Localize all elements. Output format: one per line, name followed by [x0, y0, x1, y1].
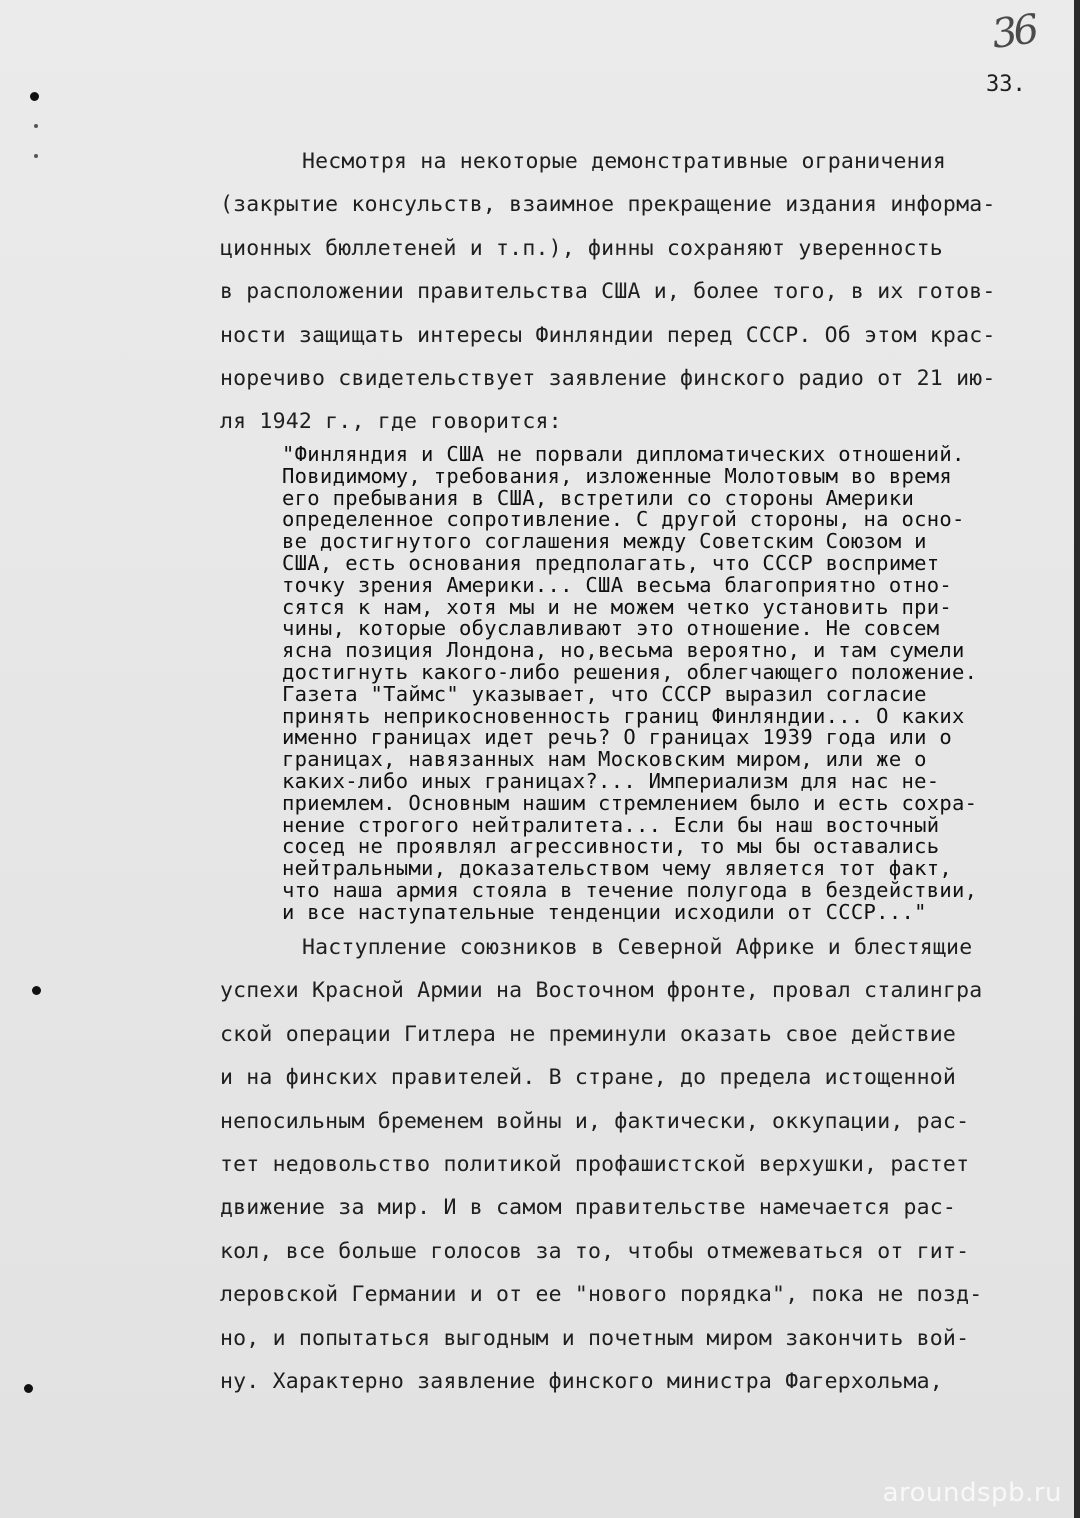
- quote-line: Газета "Таймс" указывает, что СССР выразил согласие: [282, 681, 927, 706]
- margin-mark: [34, 154, 38, 158]
- text-line: в расположении правительства США и, более того, в их готов-: [220, 279, 996, 305]
- quote-line: "Финляндия и США не порвали дипломатических отношений.: [282, 442, 965, 466]
- paragraph-2: [220, 926, 1050, 1403]
- binder-hole: [30, 92, 39, 101]
- quote-line: ве достигнутого соглашения между Советским Союзом и: [282, 529, 927, 554]
- quote-line: точку зрения Америки... США весьма благоприятно отно-: [282, 572, 953, 597]
- text-line: Несмотря на некоторые демонстративные ограничения: [302, 149, 947, 174]
- text-line: Наступление союзников в Северной Африке и блестящие: [302, 935, 973, 960]
- quote-line: нейтральными, доказательством чему является тот факт,: [282, 856, 953, 881]
- quote-line: нение строгого нейтралитета... Если бы наш восточный: [282, 812, 940, 837]
- text-line: непосильным бременем войны и, фактически, оккупации, рас-: [220, 1108, 970, 1134]
- binder-hole: [32, 986, 41, 995]
- scan-edge: [1074, 0, 1080, 1518]
- page-number: 33.: [986, 72, 1026, 97]
- text-line: движение за мир. И в самом правительстве намечается рас-: [220, 1195, 957, 1221]
- quote-line: именно границах идет речь? О границах 1939 года или о: [282, 725, 953, 750]
- quote-line: приемлем. Основным нашим стремлением было и есть сохра-: [282, 790, 978, 815]
- text-line: кол, все больше голосов за то, чтобы отмежеваться от гит-: [220, 1238, 970, 1264]
- quote-line: что наша армия стояла в течение полугода в бездействии,: [282, 877, 978, 902]
- archive-sheet-number: 36: [988, 6, 1038, 58]
- quote-line: его пребывания в США, встретили со стороны Америки: [282, 485, 915, 510]
- quote-line: каких-либо иных границах?... Империализм для нас не-: [282, 768, 940, 793]
- quoted-radio-statement: [282, 444, 1072, 924]
- quote-line: достигнуть какого-либо решения, облегчающего положение.: [282, 659, 978, 684]
- quote-line: сятся к нам, хотя мы и не можем четко установить при-: [282, 594, 953, 619]
- text-line: леровской Германии и от ее "нового порядка", пока не позд-: [220, 1282, 983, 1308]
- watermark: aroundspb.ru: [882, 1478, 1062, 1508]
- text-line: ля 1942 г., где говорится:: [220, 409, 562, 435]
- text-line: успехи Красной Армии на Восточном фронте, провал сталингра: [220, 978, 983, 1004]
- quote-line: США, есть основания предполагать, что СССР воспримет: [282, 550, 940, 575]
- quote-line: принять неприкосновенность границ Финляндии... О каких: [282, 703, 965, 728]
- quote-line: ясна позиция Лондона, но,весьма вероятно, и там сумели: [282, 638, 965, 663]
- binder-hole: [24, 1384, 33, 1393]
- quote-line: Повидимому, требования, изложенные Молотовым во время: [282, 463, 953, 488]
- margin-mark: [34, 124, 38, 128]
- quote-line: и все наступательные тенденции исходили от СССР...": [282, 899, 927, 924]
- text-line: тет недовольство политикой профашистской верхушки, растет: [220, 1151, 970, 1177]
- quote-line: сосед не проявлял агрессивности, то мы бы оставались: [282, 834, 940, 859]
- text-line: (закрытие консульств, взаимное прекращение издания информа-: [220, 192, 996, 218]
- text-line: ну. Характерно заявление финского министра Фагерхольма,: [220, 1368, 943, 1394]
- text-line: и на финских правителей. В стране, до предела истощенной: [220, 1065, 957, 1091]
- paragraph-1: [220, 140, 1050, 444]
- text-line: но, и попытаться выгодным и почетным миром закончить вой-: [220, 1325, 970, 1351]
- quote-line: границах, навязанных нам Московским миром, или же о: [282, 747, 927, 772]
- quote-line: определенное сопротивление. С другой стороны, на осно-: [282, 507, 965, 532]
- text-line: ционных бюллетеней и т.п.), финны сохраняют уверенность: [220, 235, 943, 261]
- text-line: ской операции Гитлера не преминули оказать свое действие: [220, 1021, 957, 1047]
- text-line: ности защищать интересы Финляндии перед СССР. Об этом крас-: [220, 322, 996, 348]
- quote-line: чины, которые обуславливают это отношение. Не совсем: [282, 616, 940, 641]
- text-line: норечиво свидетельствует заявление финского радио от 21 ию-: [220, 365, 996, 391]
